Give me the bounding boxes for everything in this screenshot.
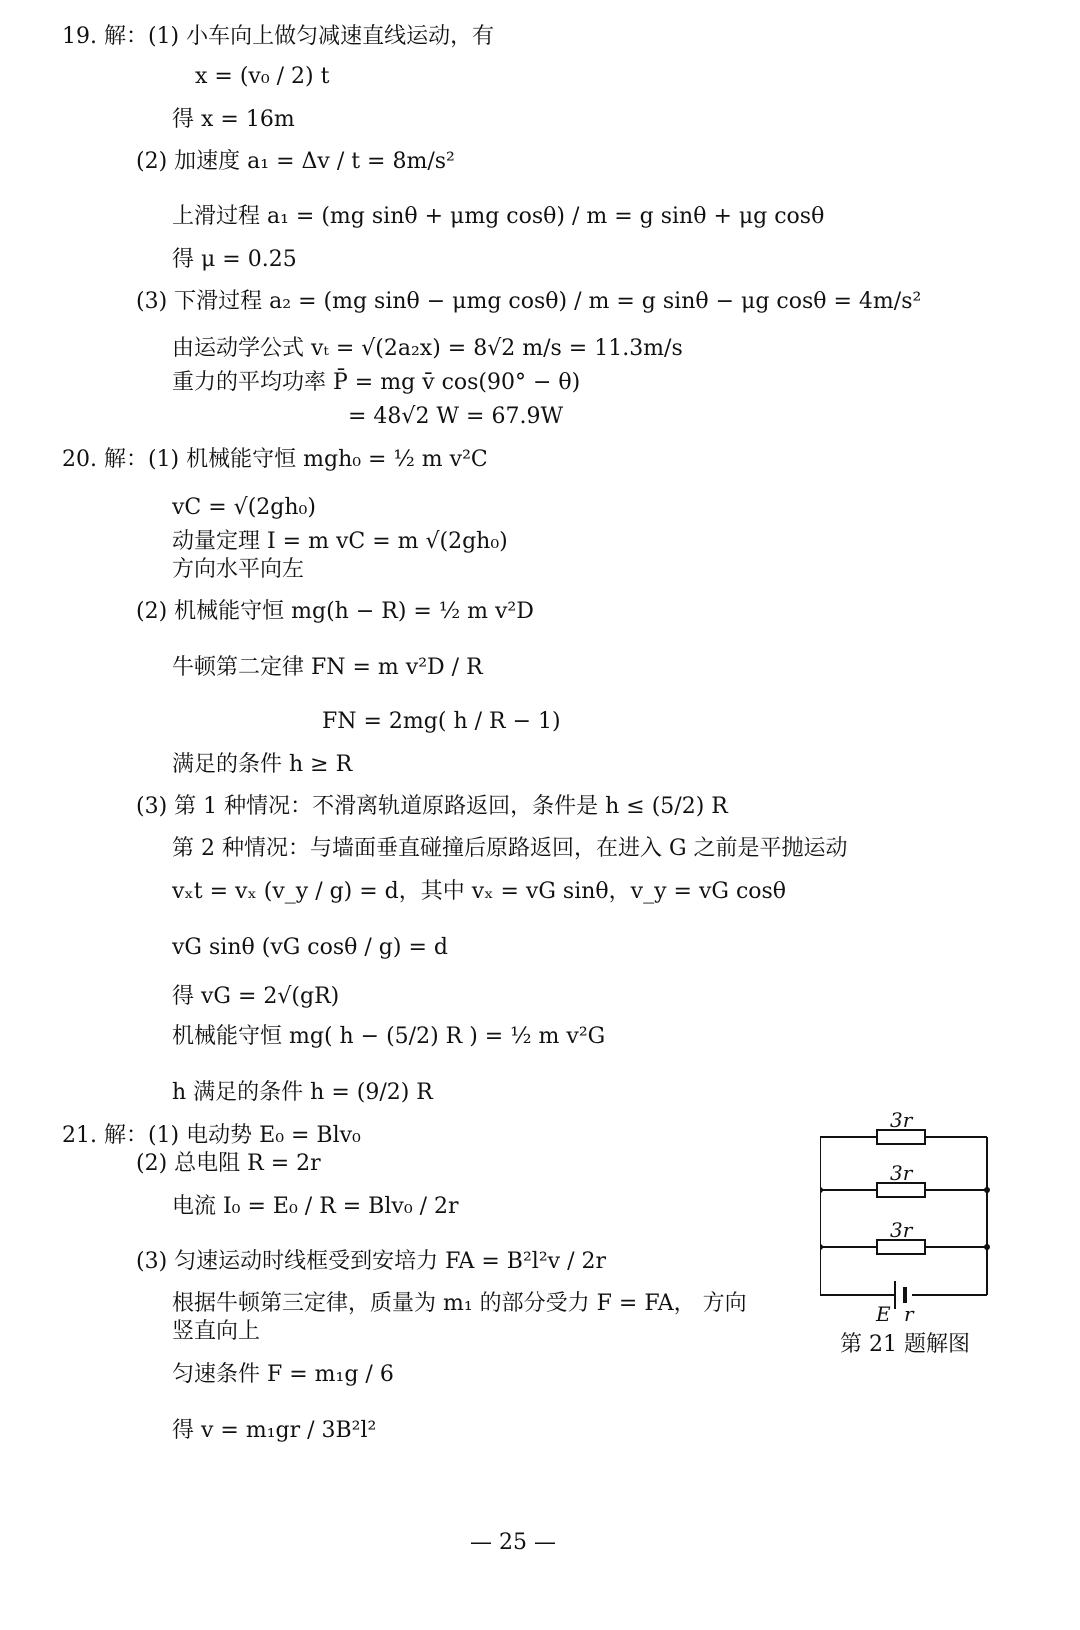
q21-uniform-condition: 匀速条件 F = m₁g / 6 [172, 1362, 394, 1387]
q19-avg-power-result: = 48√2 W = 67.9W [348, 404, 564, 429]
page-number: — 25 — [470, 1530, 556, 1555]
resistor-label-2: 3r [890, 1161, 913, 1185]
q20-fn: FN = 2mg( h / R − 1) [322, 709, 561, 734]
q21-part1: 21. 解：(1) 电动势 E₀ = Blv₀ [62, 1123, 361, 1148]
q21-newton3: 根据牛顿第三定律，质量为 m₁ 的部分受力 F = FA， 方向 [172, 1291, 747, 1316]
q21-direction: 竖直向上 [172, 1319, 261, 1344]
q20-condition: 满足的条件 h ≥ R [172, 752, 353, 777]
q21-result-v: 得 v = m₁gr / 3B²l² [172, 1418, 377, 1443]
q21-part2: (2) 总电阻 R = 2r [136, 1151, 321, 1176]
q20-direction: 方向水平向左 [172, 557, 305, 582]
q21-part3-ampere: (3) 匀速运动时线框受到安培力 FA = B²l²v / 2r [136, 1249, 606, 1274]
circuit-diagram [820, 1105, 1020, 1330]
q20-projectile: vₓt = vₓ (v_y / g) = d，其中 vₓ = vG sinθ，v_y = vG cosθ [172, 879, 787, 904]
q20-part2-energy: (2) 机械能守恒 mg(h − R) = ½ m v²D [136, 599, 534, 624]
q19-slide-up: 上滑过程 a₁ = (mg sinθ + μmg cosθ) / m = g sinθ + μg cosθ [172, 204, 825, 229]
q19-part3-slide-down: (3) 下滑过程 a₂ = (mg sinθ − μmg cosθ) / m = g sinθ − μg cosθ = 4m/s² [136, 289, 922, 314]
battery-label-r: r [904, 1302, 914, 1326]
resistor-label-3: 3r [890, 1218, 913, 1242]
q21-current: 电流 I₀ = E₀ / R = Blv₀ / 2r [172, 1194, 459, 1219]
q20-h-condition: h 满足的条件 h = (9/2) R [172, 1080, 433, 1105]
q20-case2: 第 2 种情况：与墙面垂直碰撞后原路返回，在进入 G 之前是平抛运动 [172, 836, 848, 861]
resistor-label-1: 3r [890, 1108, 913, 1132]
resistor-3 [877, 1240, 925, 1254]
q19-result-x: 得 x = 16m [172, 107, 295, 132]
q20-impulse: 动量定理 I = m vC = m √(2gh₀) [172, 529, 508, 554]
q19-eq-x: x = (v₀ / 2) t [195, 64, 330, 89]
q19-avg-power: 重力的平均功率 P̄ = mg v̄ cos(90° − θ) [172, 370, 581, 395]
q20-vc: vC = √(2gh₀) [172, 495, 316, 520]
resistor-1 [877, 1130, 925, 1144]
battery-label-e: E [876, 1302, 891, 1326]
q19-part1: 19. 解：(1) 小车向上做匀减速直线运动，有 [62, 24, 495, 49]
q20-newton2: 牛顿第二定律 FN = m v²D / R [172, 655, 483, 680]
q19-result-mu: 得 μ = 0.25 [172, 247, 297, 272]
q19-kinematics: 由运动学公式 vₜ = √(2a₂x) = 8√2 m/s = 11.3m/s [172, 336, 683, 361]
q20-vg-result: 得 vG = 2√(gR) [172, 984, 340, 1009]
q20-vg-eq: vG sinθ (vG cosθ / g) = d [172, 935, 448, 960]
q20-energy-g: 机械能守恒 mg( h − (5/2) R ) = ½ m v²G [172, 1024, 606, 1049]
q19-part2-accel: (2) 加速度 a₁ = Δv / t = 8m/s² [136, 149, 455, 174]
q20-part3-case1: (3) 第 1 种情况：不滑离轨道原路返回，条件是 h ≤ (5/2) R [136, 794, 728, 819]
q20-part1: 20. 解：(1) 机械能守恒 mgh₀ = ½ m v²C [62, 447, 488, 472]
resistor-2 [877, 1183, 925, 1197]
circuit-caption: 第 21 题解图 [840, 1332, 970, 1357]
